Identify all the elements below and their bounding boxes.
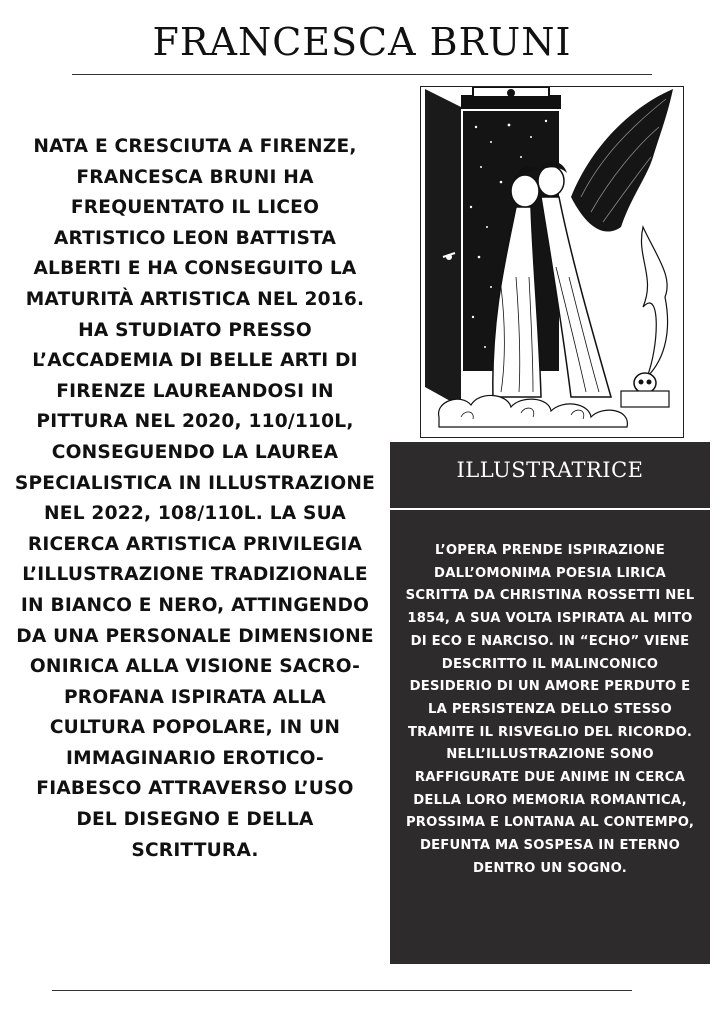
top-divider xyxy=(72,74,652,75)
echo-drawing xyxy=(421,87,683,437)
description-panel xyxy=(390,442,710,964)
bottom-divider xyxy=(52,990,632,991)
page-title: FRANCESCA BRUNI xyxy=(152,20,572,64)
panel-subtitle: ILLUSTRATRICE xyxy=(456,458,644,482)
artwork-illustration xyxy=(420,86,684,438)
panel-divider xyxy=(390,508,710,510)
artwork-description: L’OPERA PRENDE ISPIRAZIONE DALL’OMONIMA POESIA LIRICA SCRITTA DA CHRISTINA ROSSETTI NEL 1854, A SUA VOLTA ISPIRATA AL MITO DI ECO E NARCISO. IN “ECHO” VIENE DESCRITTO IL MALINCONICO DESIDERIO DI UN AMORE PERDUTO E LA PERSISTENZA DELLO STESSO TRAMITE IL RISVEGLIO DEL RICORDO. NELL’ILLUSTRAZIONE SONO RAFFIGURATE DUE ANIME IN CERCA DELLA LORO MEMORIA ROMANTICA, PROSSIMA E LONTANA AL CONTEMPO, DEFUNTA MA SOSPESA IN ETERNO DENTRO UN SOGNO. xyxy=(405,543,695,876)
artist-biography: NATA E CRESCIUTA A FIRENZE, FRANCESCA BRUNI HA FREQUENTATO IL LICEO ARTISTICO LEON BATTISTA ALBERTI E HA CONSEGUITO LA MATURITÀ ARTISTICA NEL 2016. HA STUDIATO PRESSO L’ACCADEMIA DI BELLE ARTI DI FIRENZE LAUREANDOSI IN PITTURA NEL 2020, 110/110L, CONSEGUENDO LA LAUREA SPECIALISTICA IN ILLUSTRAZIONE NEL 2022, 108/110L. LA SUA RICERCA ARTISTICA PRIVILEGIA L’ILLUSTRAZIONE TRADIZIONALE IN BIANCO E NERO, ATTINGENDO DA UNA PERSONALE DIMENSIONE ONIRICA ALLA VISIONE SACRO-PROFANA ISPIRATA ALLA CULTURA POPOLARE, IN UN IMMAGINARIO EROTICO-FIABESCO ATTRAVERSO L’USO DEL DISEGNO E DELLA SCRITTURA. xyxy=(14,136,376,861)
